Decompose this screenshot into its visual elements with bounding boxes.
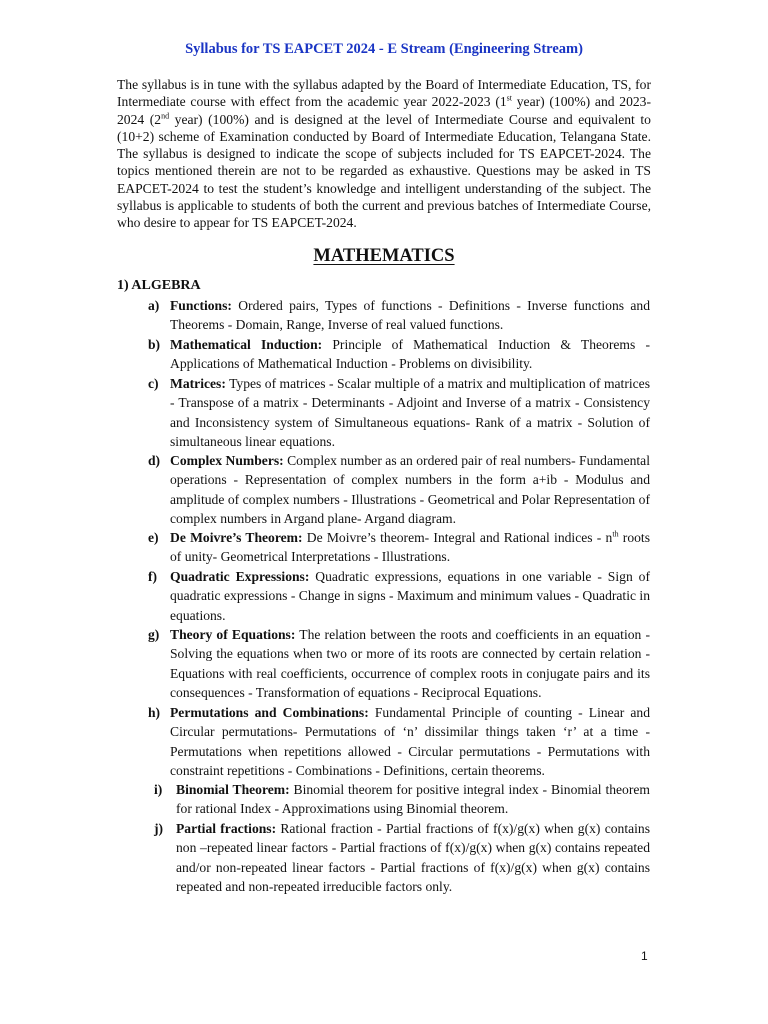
item-letter: e) bbox=[148, 530, 159, 545]
list-item bbox=[148, 567, 650, 625]
item-name: Mathematical Induction: bbox=[170, 337, 323, 352]
intro-text-2: year) (100%) and 2023-2024 (2 bbox=[117, 94, 651, 127]
list-item bbox=[148, 528, 650, 567]
item-text: Binomial theorem for positive integral index - Binomial theorem for rational Index - Approximations using Binomial theorem. bbox=[176, 782, 650, 817]
list-item bbox=[148, 819, 650, 897]
intro-sup-2: nd bbox=[161, 111, 170, 121]
intro-sup-1: st bbox=[506, 93, 512, 103]
item-name: Quadratic Expressions: bbox=[170, 569, 310, 584]
item-letter: d) bbox=[148, 453, 161, 468]
item-text: De Moivre’s theorem- Integral and Rational indices - n bbox=[302, 530, 613, 545]
item-text: Rational fraction - Partial fractions of f(x)/g(x) when g(x) contains non –repeated linear factors - Partial fractions of f(x)/g(x) when g(x) contains repeated and/or non-repeated linear factors - Partial fractions of f(x)/g(x) when g(x) contains repeated and non-repeated irreducible factors only. bbox=[176, 821, 650, 895]
item-name: Complex Numbers: bbox=[170, 453, 284, 468]
item-name: Partial fractions: bbox=[176, 821, 277, 836]
item-letter: j) bbox=[154, 821, 164, 836]
list-item bbox=[148, 374, 650, 452]
item-letter: h) bbox=[148, 705, 161, 720]
item-text: Complex number as an ordered pair of real numbers- Fundamental operations - Representation of complex numbers in the form a+ib - Modulus and amplitude of complex numbers - Illustrations - Geometrical and Polar Representation of complex numbers in Argand plane- Argand diagram. bbox=[170, 453, 650, 527]
item-text: Types of matrices - Scalar multiple of a matrix and multiplication of matrices - Transpose of a matrix - Determinants - Adjoint and Inverse of a matrix - Consistency and Inconsistency system of Simultaneous equations- Rank of a matrix - Solution of simultaneous linear equations. bbox=[170, 376, 650, 450]
item-letter: g) bbox=[148, 627, 160, 642]
list-item bbox=[148, 335, 650, 374]
intro-text-1: The syllabus is in tune with the syllabus adapted by the Board of Intermediate Education, TS, for Intermediate course with effect from the academic year 2022-2023 (1 bbox=[117, 77, 651, 110]
intro-text-3: year) (100%) and is designed at the level of Intermediate Course and equivalent to (10+2) scheme of Examination conducted by Board of Intermediate Education, Telangana State. The syllabus is designed to indicate the scope of subjects included for TS EAPCET-2024. The topics mentioned therein are not to be regarded as exhaustive. Questions may be asked in TS EAPCET-2024 to test the student’s knowledge and intelligent understanding of the subject. The syllabus is applicable to students of both the current and previous batches of Intermediate Course, who desire to appear for TS EAPCET-2024. bbox=[117, 111, 651, 231]
item-name: Binomial Theorem: bbox=[176, 782, 290, 797]
item-letter: i) bbox=[154, 782, 163, 797]
item-text-2: roots of unity- Geometrical Interpretations - Illustrations. bbox=[170, 530, 650, 565]
item-text: Quadratic expressions, equations in one variable - Sign of quadratic expressions - Change in signs - Maximum and minimum values - Quadratic in equations. bbox=[170, 569, 650, 623]
list-item bbox=[148, 703, 650, 781]
item-sup: th bbox=[612, 529, 619, 539]
list-item bbox=[148, 451, 650, 529]
item-name: Theory of Equations: bbox=[170, 627, 296, 642]
list-item bbox=[148, 296, 650, 335]
item-text: The relation between the roots and coefficients in an equation - Solving the equations when two or more of its roots are connected by certain relation - Equations with real coefficients, occurrence of complex roots in conjugate pairs and its consequences - Transformation of equations - Reciprocal Equations. bbox=[170, 627, 650, 701]
document-title: Syllabus for TS EAPCET 2024 - E Stream (Engineering Stream) bbox=[185, 41, 583, 57]
item-text: Ordered pairs, Types of functions - Definitions - Inverse functions and Theorems - Domain, Range, Inverse of real valued functions. bbox=[170, 298, 650, 333]
list-item bbox=[148, 625, 650, 703]
item-name: Permutations and Combinations: bbox=[170, 705, 369, 720]
intro-paragraph bbox=[117, 76, 651, 232]
item-text: Principle of Mathematical Induction & Theorems - Applications of Mathematical Induction - Problems on divisibility. bbox=[170, 337, 650, 372]
item-letter: a) bbox=[148, 298, 160, 313]
subject-heading: MATHEMATICS bbox=[313, 246, 455, 266]
page-number: 1 bbox=[641, 949, 648, 963]
list-item bbox=[148, 780, 650, 819]
item-text: Fundamental Principle of counting - Linear and Circular permutations- Permutations of ‘n’ dissimilar things taken ‘r’ at a time - Permutations when repetitions allowed - Circular permutations - Permutations with constraint repetitions - Combinations - Definitions, certain theorems. bbox=[170, 705, 650, 779]
item-letter: f) bbox=[148, 569, 158, 584]
item-letter: c) bbox=[148, 376, 159, 391]
item-name: Functions: bbox=[170, 298, 232, 313]
item-name: De Moivre’s Theorem: bbox=[170, 530, 303, 545]
section-title: 1) ALGEBRA bbox=[117, 278, 201, 293]
item-name: Matrices: bbox=[170, 376, 226, 391]
item-letter: b) bbox=[148, 337, 161, 352]
